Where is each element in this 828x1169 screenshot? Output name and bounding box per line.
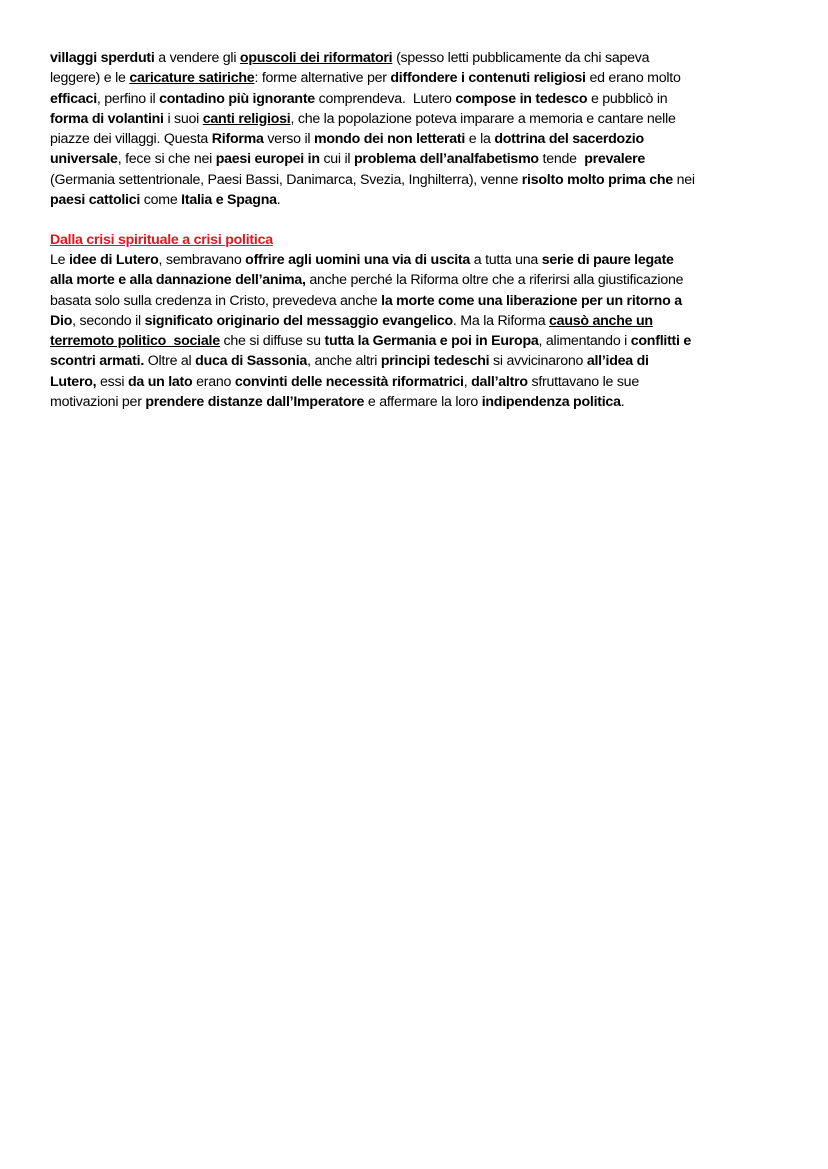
text-line (50, 351, 790, 371)
text-run: i suoi (163, 110, 203, 127)
emphasized-text: all’idea di (586, 353, 649, 370)
text-run: erano (192, 373, 235, 390)
emphasized-text: prevalere (584, 151, 646, 168)
emphasized-text: compose in tedesco (455, 90, 588, 107)
text-line (50, 190, 790, 210)
text-run: , che la popolazione poteva imparare a memoria e cantare nelle (290, 110, 676, 127)
text-run: essi (96, 373, 128, 390)
text-run: e la (465, 131, 495, 148)
text-run: anche perché la Riforma oltre che a riferirsi alla giustificazione (305, 272, 684, 289)
text-run: come (140, 192, 182, 209)
emphasized-text: scontri armati. (50, 353, 145, 370)
text-run: (Germania settentrionale, Paesi Bassi, Danimarca, Svezia, Inghilterra), venne (50, 171, 522, 188)
emphasized-text: causò anche un (549, 312, 653, 329)
text-line (50, 129, 790, 149)
emphasized-text: alla morte e alla dannazione dell’anima, (50, 272, 306, 289)
text-run: leggere) e le (50, 70, 130, 87)
text-run: . Ma la Riforma (452, 312, 550, 329)
text-run: comprendeva. Lutero (314, 90, 456, 107)
emphasized-text: diffondere i contenuti religiosi (390, 70, 586, 87)
emphasized-text: offrire agli uomini una via di uscita (245, 252, 471, 268)
emphasized-text: forma di volantini (50, 110, 164, 127)
text-run: che si diffuse su (219, 333, 325, 350)
emphasized-text: la morte come una liberazione per un ritorno a (381, 292, 682, 309)
section-heading: Dalla crisi spirituale a crisi politica (50, 232, 273, 248)
text-run: . (620, 394, 625, 411)
text-line (50, 68, 790, 88)
text-run: , anche altri (307, 353, 381, 370)
text-line (50, 109, 790, 129)
emphasized-text: Italia e Spagna (181, 192, 277, 209)
text-run: Oltre al (144, 353, 196, 370)
text-line (50, 250, 790, 270)
emphasized-text: significato originario del messaggio evangelico (144, 312, 453, 329)
text-run: , sembravano (158, 252, 246, 268)
emphasized-text: indipendenza politica (481, 394, 621, 411)
text-run: motivazioni per (50, 394, 146, 411)
emphasized-text: dall’altro (471, 373, 528, 390)
emphasized-text: tutta la Germania e poi in Europa (324, 333, 539, 350)
text-run: cui il (319, 151, 355, 168)
text-run: , (463, 373, 472, 390)
text-run: . (276, 192, 281, 209)
text-run: basata solo sulla credenza in Cristo, prevedeva anche (50, 292, 382, 309)
text-line (50, 392, 790, 412)
text-run: a vendere gli (154, 50, 240, 66)
emphasized-text: opuscoli dei riformatori (239, 50, 393, 66)
emphasized-text: contadino più ignorante (159, 90, 315, 107)
emphasized-text: Riforma (211, 131, 264, 148)
emphasized-text: villaggi sperduti (50, 50, 155, 66)
emphasized-text: efficaci (50, 90, 97, 107)
emphasized-text: caricature satiriche (129, 70, 255, 87)
text-run: verso il (263, 131, 314, 148)
emphasized-text: prendere distanze dall’Imperatore (145, 394, 365, 411)
text-line (50, 89, 790, 109)
emphasized-text: paesi europei in (215, 151, 320, 168)
text-line (50, 48, 790, 68)
text-line (50, 149, 790, 169)
text-line (50, 372, 790, 392)
paragraph-political-crisis (50, 250, 790, 412)
text-run: si avvicinarono (489, 353, 587, 370)
emphasized-text: idee di Lutero (68, 252, 159, 268)
text-run: , alimentando i (538, 333, 631, 350)
text-line (50, 311, 790, 331)
text-run: e pubblicò in (587, 90, 668, 107)
text-run: : forme alternative per (254, 70, 391, 87)
text-line (50, 291, 790, 311)
emphasized-text: Lutero, (50, 373, 97, 390)
text-run: , fece si che nei (117, 151, 216, 168)
emphasized-text: conflitti e (630, 333, 692, 350)
emphasized-text: universale (50, 151, 118, 168)
text-line (50, 270, 790, 290)
text-run: Le (50, 252, 69, 268)
text-run: , secondo il (72, 312, 145, 329)
text-run: , perfino il (96, 90, 160, 107)
emphasized-text: paesi cattolici (50, 192, 141, 209)
emphasized-text: dottrina del sacerdozio (494, 131, 644, 148)
emphasized-text: duca di Sassonia (195, 353, 308, 370)
text-run: piazze dei villaggi. Questa (50, 131, 212, 148)
emphasized-text: serie di paure legate (541, 252, 674, 268)
text-run: ed erano molto (585, 70, 681, 87)
emphasized-text: da un lato (127, 373, 193, 390)
emphasized-text: principi tedeschi (380, 353, 490, 370)
paragraph-printing-and-literacy (50, 48, 790, 210)
emphasized-text: mondo dei non letterati (313, 131, 466, 148)
emphasized-text: convinti delle necessità riformatrici (234, 373, 464, 390)
emphasized-text: canti religiosi (202, 110, 291, 127)
emphasized-text: Dio (50, 312, 73, 329)
text-run: tende (538, 151, 585, 168)
text-run: e affermare la loro (364, 394, 482, 411)
text-line (50, 170, 790, 190)
emphasized-text: risolto molto prima che (521, 171, 673, 188)
emphasized-text: terremoto politico sociale (50, 333, 220, 350)
text-run: nei (672, 171, 695, 188)
text-run: (spesso letti pubblicamente da chi sapeva (392, 50, 650, 66)
text-run: a tutta una (470, 252, 542, 268)
text-run: sfruttavano le sue (527, 373, 639, 390)
text-line (50, 331, 790, 351)
emphasized-text: problema dell’analfabetismo (354, 151, 539, 168)
